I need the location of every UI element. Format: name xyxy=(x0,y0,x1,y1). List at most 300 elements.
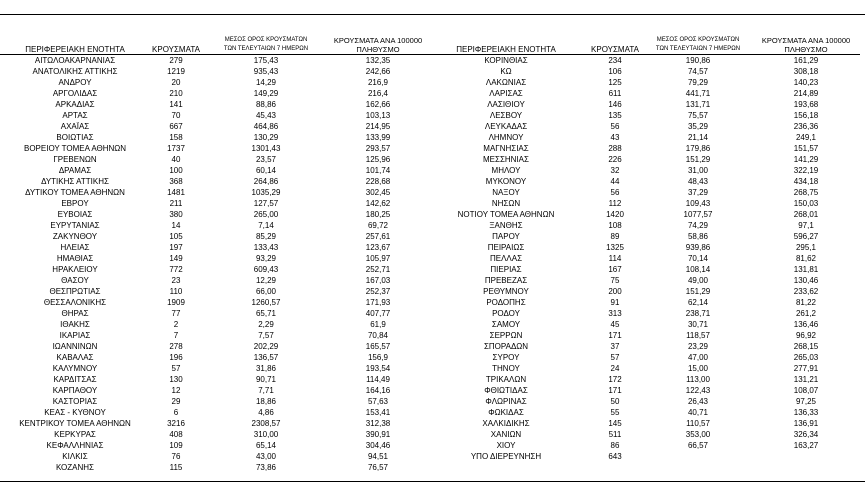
table-row xyxy=(0,385,860,396)
left-avg-cell: 65,14 xyxy=(255,441,277,450)
right-rate-cell: 295,1 xyxy=(795,243,817,252)
left-rate-cell: 302,45 xyxy=(365,188,391,197)
left-rate-cell: 69,72 xyxy=(367,221,389,230)
right-avg-cell: 31,00 xyxy=(687,166,709,175)
table-row xyxy=(0,176,860,187)
left-avg-cell: 464,86 xyxy=(253,122,279,131)
right-avg-cell: 131,71 xyxy=(685,100,711,109)
left-name-cell: ΑΝΑΤΟΛΙΚΗΣ ΑΤΤΙΚΗΣ xyxy=(32,67,118,76)
left-cases-cell: 380 xyxy=(169,210,183,219)
table-row xyxy=(0,55,860,67)
right-rate-cell: 214,89 xyxy=(793,89,819,98)
left-avg-cell: 2,29 xyxy=(258,320,274,329)
left-rate-cell: 171,93 xyxy=(365,298,391,307)
right-avg-cell: 108,14 xyxy=(685,265,711,274)
left-cases-cell: 278 xyxy=(169,342,183,351)
left-name-cell: ΚΙΛΚΙΣ xyxy=(62,452,88,461)
right-name-cell: ΛΕΥΚΑΔΑΣ xyxy=(484,122,528,131)
right-rate-cell: 268,01 xyxy=(793,210,819,219)
left-cases-cell: 279 xyxy=(169,56,183,65)
header-rate-right xyxy=(752,32,860,55)
left-avg-cell: 45,43 xyxy=(255,111,277,120)
left-cases-cell: 1219 xyxy=(167,67,185,76)
left-cases-cell: 149 xyxy=(169,254,183,263)
right-name-cell: ΤΗΝΟΥ xyxy=(492,364,520,373)
left-name-cell: ΕΒΡΟΥ xyxy=(61,199,89,208)
right-name-cell: ΠΙΕΡΙΑΣ xyxy=(490,265,522,274)
right-cases-cell: 89 xyxy=(610,232,620,241)
left-rate-cell: 101,74 xyxy=(365,166,391,175)
right-avg-cell: 151,29 xyxy=(685,155,711,164)
right-rate-cell: 131,81 xyxy=(793,265,819,274)
left-cases-cell: 196 xyxy=(169,353,183,362)
right-cases-cell: 125 xyxy=(608,78,622,87)
left-cases-cell: 12 xyxy=(171,386,181,395)
left-avg-cell: 1035,29 xyxy=(251,188,281,197)
table-row xyxy=(0,330,860,341)
right-cases-cell: 24 xyxy=(610,364,620,373)
right-rate-cell: 277,91 xyxy=(793,364,819,373)
left-rate-cell: 167,03 xyxy=(365,276,391,285)
header-avg-right xyxy=(644,32,752,55)
table-row xyxy=(0,154,860,165)
right-rate-cell: 268,15 xyxy=(793,342,819,351)
right-cases-cell: 108 xyxy=(608,221,622,230)
right-cases-cell: 226 xyxy=(608,155,622,164)
table-row xyxy=(0,99,860,110)
table-row xyxy=(0,88,860,99)
right-name-cell: ΧΑΝΙΩΝ xyxy=(490,430,522,439)
right-cases-cell: 57 xyxy=(610,353,620,362)
header-avg-line1: ΜΕΣΟΣ ΟΡΟΣ ΚΡΟΥΣΜΑΤΩΝ xyxy=(224,37,308,43)
right-rate-cell: 81,62 xyxy=(795,254,817,263)
right-avg-cell: 113,00 xyxy=(686,375,710,384)
left-cases-cell: 76 xyxy=(171,452,181,461)
left-name-cell: ΙΘΑΚΗΣ xyxy=(60,320,90,329)
left-cases-cell: 109 xyxy=(169,441,183,450)
right-cases-cell: 643 xyxy=(608,452,622,461)
left-rate-cell: 257,61 xyxy=(365,232,391,241)
left-name-cell: ΑΧΑΪΑΣ xyxy=(60,122,90,131)
left-rate-cell: 162,66 xyxy=(365,100,391,109)
left-name-cell: ΚΑΡΠΑΘΟΥ xyxy=(52,386,98,395)
left-rate-cell: 164,16 xyxy=(365,386,391,395)
right-avg-cell: 21,14 xyxy=(687,133,709,142)
right-cases-cell: 106 xyxy=(608,67,622,76)
left-name-cell: ΘΕΣΣΑΛΟΝΙΚΗΣ xyxy=(43,298,107,307)
right-name-cell: ΛΗΜΝΟΥ xyxy=(488,133,524,142)
left-cases-cell: 1909 xyxy=(167,298,185,307)
right-name-cell: ΣΑΜΟΥ xyxy=(491,320,521,329)
right-name-cell: ΜΕΣΣΗΝΙΑΣ xyxy=(483,155,529,164)
right-name-cell: ΦΘΙΩΤΙΔΑΣ xyxy=(484,386,528,395)
right-rate-cell: 161,29 xyxy=(793,56,819,65)
right-name-cell: ΛΑΚΩΝΙΑΣ xyxy=(485,78,527,87)
right-avg-cell: 353,00 xyxy=(685,430,711,439)
left-cases-cell: 1481 xyxy=(167,188,185,197)
left-cases-cell: 667 xyxy=(169,122,183,131)
right-cases-cell: 43 xyxy=(610,133,620,142)
header-avg-left xyxy=(202,32,330,55)
table-row xyxy=(0,286,860,297)
left-name-cell: ΒΟΙΩΤΙΑΣ xyxy=(56,133,94,142)
left-rate-cell: 105,97 xyxy=(365,254,391,263)
header-rate-left xyxy=(330,32,426,55)
left-rate-cell: 216,9 xyxy=(367,78,389,87)
right-name-cell: ΝΗΣΩΝ xyxy=(491,199,521,208)
right-name-cell: ΛΕΣΒΟΥ xyxy=(489,111,523,120)
left-avg-cell: 264,86 xyxy=(253,177,279,186)
table-row xyxy=(0,231,860,242)
right-cases-cell: 112 xyxy=(608,199,622,208)
left-avg-cell: 310,00 xyxy=(253,430,279,439)
left-name-cell: ΖΑΚΥΝΘΟΥ xyxy=(52,232,98,241)
left-name-cell: ΑΡΓΟΛΙΔΑΣ xyxy=(52,89,98,98)
left-cases-cell: 158 xyxy=(169,133,183,142)
right-rate-cell: 81,22 xyxy=(795,298,817,307)
right-rate-cell: 249,1 xyxy=(795,133,817,142)
left-cases-cell: 100 xyxy=(169,166,183,175)
right-rate-cell: 97,25 xyxy=(795,397,817,406)
top-border xyxy=(0,14,865,15)
left-cases-cell: 70 xyxy=(171,111,181,120)
right-name-cell: ΤΡΙΚΑΛΩΝ xyxy=(485,375,527,384)
right-name-cell: ΣΠΟΡΑΔΩΝ xyxy=(483,342,529,351)
right-cases-cell: 171 xyxy=(608,386,622,395)
left-rate-cell: 57,63 xyxy=(367,397,389,406)
left-avg-cell: 1260,57 xyxy=(251,298,281,307)
right-cases-cell: 45 xyxy=(610,320,620,329)
right-cases-cell: 32 xyxy=(610,166,620,175)
left-avg-cell: 73,86 xyxy=(255,463,277,472)
left-name-cell: ΔΡΑΜΑΣ xyxy=(58,166,92,175)
table-row xyxy=(0,429,860,440)
left-avg-cell: 609,43 xyxy=(253,265,279,274)
left-avg-cell: 14,29 xyxy=(255,78,277,87)
right-name-cell: ΥΠΟ ΔΙΕΡΕΥΝΗΣΗ xyxy=(470,452,542,461)
right-avg-cell: 15,00 xyxy=(687,364,709,373)
right-avg-cell: 74,57 xyxy=(687,67,709,76)
right-avg-cell: 66,57 xyxy=(687,441,709,450)
right-name-cell: ΛΑΡΙΣΑΣ xyxy=(489,89,523,98)
right-avg-cell: 48,43 xyxy=(687,177,709,186)
left-rate-cell: 103,13 xyxy=(365,111,391,120)
right-cases-cell: 611 xyxy=(608,89,622,98)
right-avg-cell: 110,57 xyxy=(686,419,710,428)
header-cases-right: ΚΡΟΥΣΜΑΤΑ xyxy=(591,45,639,54)
right-cases-cell: 86 xyxy=(610,441,620,450)
left-name-cell: ΕΥΒΟΙΑΣ xyxy=(57,210,93,219)
right-rate-cell: 156,18 xyxy=(793,111,819,120)
right-avg-cell: 109,43 xyxy=(685,199,711,208)
right-name-cell: ΧΙΟΥ xyxy=(496,441,516,450)
table-row xyxy=(0,165,860,176)
table-body xyxy=(0,55,860,474)
right-rate-cell: 434,18 xyxy=(793,177,819,186)
left-avg-cell: 65,71 xyxy=(255,309,277,318)
left-cases-cell: 23 xyxy=(171,276,181,285)
right-name-cell: ΡΟΔΟΠΗΣ xyxy=(486,298,526,307)
header-rate-line2: ΠΛΗΘΥΣΜΟ xyxy=(356,45,400,54)
left-cases-cell: 211 xyxy=(169,199,183,208)
left-rate-cell: 70,84 xyxy=(367,331,389,340)
right-avg-cell: 30,71 xyxy=(687,320,709,329)
left-cases-cell: 115 xyxy=(169,463,183,472)
right-rate-cell xyxy=(752,451,860,462)
left-avg-cell: 7,14 xyxy=(258,221,274,230)
left-rate-cell: 304,46 xyxy=(365,441,391,450)
right-avg-cell: 151,29 xyxy=(685,287,711,296)
header-avg-line2: ΤΩΝ ΤΕΛΕΥΤΑΙΩΝ 7 ΗΜΕΡΩΝ xyxy=(655,46,741,52)
table-row xyxy=(0,363,860,374)
right-rate-cell: 141,29 xyxy=(793,155,819,164)
right-rate-cell: 150,03 xyxy=(793,199,819,208)
left-avg-cell: 202,29 xyxy=(253,342,279,351)
header-region-left: ΠΕΡΙΦΕΡΕΙΑΚΗ ΕΝΟΤΗΤΑ xyxy=(25,45,125,54)
right-rate-cell: 136,91 xyxy=(793,419,819,428)
right-name-cell: ΚΟΡΙΝΘΙΑΣ xyxy=(484,56,528,65)
right-name-cell: ΚΩ xyxy=(500,67,512,76)
right-rate-cell: 97,1 xyxy=(798,221,814,230)
left-name-cell: ΑΡΤΑΣ xyxy=(62,111,88,120)
right-avg-cell: 40,71 xyxy=(687,408,709,417)
right-rate-cell: 268,75 xyxy=(793,188,819,197)
right-cases-cell: 55 xyxy=(610,408,620,417)
header-avg-line2: ΤΩΝ ΤΕΛΕΥΤΑΙΩΝ 7 ΗΜΕΡΩΝ xyxy=(223,46,309,52)
right-cases-cell: 171 xyxy=(608,331,622,340)
right-cases-cell: 145 xyxy=(608,419,622,428)
right-cases-cell: 135 xyxy=(608,111,622,120)
left-name-cell: ΚΑΡΔΙΤΣΑΣ xyxy=(53,375,97,384)
left-rate-cell: 123,67 xyxy=(365,243,391,252)
left-name-cell: ΗΡΑΚΛΕΙΟΥ xyxy=(52,265,98,274)
left-avg-cell: 935,43 xyxy=(253,67,279,76)
left-avg-cell: 31,86 xyxy=(255,364,277,373)
left-rate-cell: 242,66 xyxy=(365,67,391,76)
left-name-cell: ΔΥΤΙΚΗΣ ΑΤΤΙΚΗΣ xyxy=(41,177,109,186)
left-avg-cell: 7,71 xyxy=(258,386,274,395)
left-cases-cell: 105 xyxy=(169,232,183,241)
left-name-cell: ΚΟΖΑΝΗΣ xyxy=(55,463,95,472)
right-rate-cell xyxy=(752,462,860,473)
left-avg-cell: 130,29 xyxy=(253,133,279,142)
right-avg-cell: 62,14 xyxy=(687,298,709,307)
right-name-cell: ΠΕΛΛΑΣ xyxy=(489,254,523,263)
regional-cases-table xyxy=(0,32,860,473)
left-avg-cell: 1301,43 xyxy=(251,144,281,153)
left-cases-cell: 77 xyxy=(171,309,181,318)
table-row xyxy=(0,77,860,88)
right-name-cell: ΡΕΘΥΜΝΟΥ xyxy=(483,287,529,296)
left-avg-cell: 175,43 xyxy=(253,56,279,65)
left-avg-cell: 60,14 xyxy=(255,166,277,175)
right-rate-cell: 326,34 xyxy=(793,430,819,439)
right-name-cell: ΜΑΓΝΗΣΙΑΣ xyxy=(483,144,529,153)
left-name-cell: ΑΙΤΩΛΟΑΚΑΡΝΑΝΙΑΣ xyxy=(34,56,116,65)
left-rate-cell: 156,9 xyxy=(367,353,389,362)
left-cases-cell: 20 xyxy=(171,78,181,87)
left-name-cell: ΗΜΑΘΙΑΣ xyxy=(56,254,94,263)
left-avg-cell: 7,57 xyxy=(258,331,274,340)
left-cases-cell: 408 xyxy=(169,430,183,439)
table-row xyxy=(0,396,860,407)
left-name-cell: ΙΚΑΡΙΑΣ xyxy=(59,331,91,340)
right-cases-cell: 1325 xyxy=(606,243,624,252)
left-rate-cell: 125,96 xyxy=(365,155,391,164)
left-avg-cell: 88,86 xyxy=(255,100,277,109)
left-name-cell: ΒΟΡΕΙΟΥ ΤΟΜΕΑ ΑΘΗΝΩΝ xyxy=(23,144,127,153)
table-row xyxy=(0,374,860,385)
right-cases-cell: 50 xyxy=(610,397,620,406)
left-cases-cell: 110 xyxy=(169,287,183,296)
right-name-cell: ΣΕΡΡΩΝ xyxy=(489,331,523,340)
header-rate-line1: ΚΡΟΥΣΜΑΤΑ ΑΝΑ 100000 xyxy=(333,36,423,45)
right-cases-cell: 114 xyxy=(608,254,622,263)
right-cases-cell: 234 xyxy=(608,56,622,65)
right-cases-cell: 1420 xyxy=(606,210,624,219)
left-cases-cell: 368 xyxy=(169,177,183,186)
left-avg-cell: 127,57 xyxy=(253,199,279,208)
table-row xyxy=(0,187,860,198)
left-cases-cell: 14 xyxy=(171,221,181,230)
right-rate-cell: 136,46 xyxy=(793,320,819,329)
right-avg-cell: 26,43 xyxy=(687,397,709,406)
left-cases-cell: 29 xyxy=(171,397,181,406)
table-row xyxy=(0,462,860,473)
right-name-cell: ΝΑΞΟΥ xyxy=(492,188,520,197)
left-name-cell: ΚΑΛΥΜΝΟΥ xyxy=(52,364,98,373)
bottom-border xyxy=(0,481,865,482)
right-rate-cell: 131,21 xyxy=(793,375,819,384)
right-rate-cell: 233,62 xyxy=(793,287,819,296)
right-name-cell: ΝΟΤΙΟΥ ΤΟΜΕΑ ΑΘΗΝΩΝ xyxy=(457,210,555,219)
left-cases-cell: 3216 xyxy=(167,419,185,428)
right-avg-cell: 118,57 xyxy=(686,331,710,340)
left-name-cell: ΘΑΣΟΥ xyxy=(61,276,89,285)
table-row xyxy=(0,264,860,275)
right-rate-cell: 163,27 xyxy=(793,441,819,450)
table-row xyxy=(0,440,860,451)
left-rate-cell: 252,37 xyxy=(365,287,391,296)
left-name-cell: ΘΗΡΑΣ xyxy=(61,309,89,318)
right-rate-cell: 140,23 xyxy=(793,78,819,87)
right-avg-cell: 79,29 xyxy=(687,78,709,87)
left-cases-cell: 6 xyxy=(173,408,179,417)
table-row xyxy=(0,352,860,363)
left-cases-cell: 130 xyxy=(169,375,183,384)
table-row xyxy=(0,220,860,231)
table-row xyxy=(0,308,860,319)
left-rate-cell: 216,4 xyxy=(367,89,389,98)
left-rate-cell: 142,62 xyxy=(365,199,391,208)
left-name-cell: ΔΥΤΙΚΟΥ ΤΟΜΕΑ ΑΘΗΝΩΝ xyxy=(25,188,125,197)
right-rate-cell: 265,03 xyxy=(793,353,819,362)
left-rate-cell: 312,38 xyxy=(365,419,391,428)
right-rate-cell: 130,46 xyxy=(793,276,819,285)
table-row xyxy=(0,132,860,143)
right-rate-cell: 96,92 xyxy=(795,331,817,340)
left-rate-cell: 252,71 xyxy=(365,265,391,274)
right-avg-cell: 122,43 xyxy=(685,386,711,395)
left-cases-cell: 7 xyxy=(173,331,179,340)
left-avg-cell: 136,57 xyxy=(253,353,279,362)
table-row xyxy=(0,110,860,121)
left-rate-cell: 133,99 xyxy=(365,133,391,142)
table-row xyxy=(0,198,860,209)
left-rate-cell: 61,9 xyxy=(370,320,386,329)
left-rate-cell: 293,57 xyxy=(365,144,391,153)
right-avg-cell: 47,00 xyxy=(687,353,709,362)
right-cases-cell: 288 xyxy=(608,144,622,153)
table-row xyxy=(0,143,860,154)
left-rate-cell: 76,57 xyxy=(367,463,389,472)
left-avg-cell: 18,86 xyxy=(255,397,277,406)
left-avg-cell: 265,00 xyxy=(253,210,279,219)
right-name-cell xyxy=(426,462,586,473)
left-rate-cell: 180,25 xyxy=(365,210,391,219)
left-name-cell: ΓΡΕΒΕΝΩΝ xyxy=(53,155,97,164)
left-name-cell: ΗΛΕΙΑΣ xyxy=(60,243,90,252)
left-cases-cell: 2 xyxy=(173,320,179,329)
right-cases-cell: 37 xyxy=(610,342,620,351)
table-row xyxy=(0,209,860,220)
right-avg-cell: 939,86 xyxy=(685,243,711,252)
left-cases-cell: 210 xyxy=(169,89,183,98)
header-rate-line2: ΠΛΗΘΥΣΜΟ xyxy=(784,45,828,54)
left-avg-cell: 93,29 xyxy=(255,254,277,263)
left-avg-cell: 2308,57 xyxy=(251,419,281,428)
table-row xyxy=(0,451,860,462)
left-avg-cell: 85,29 xyxy=(255,232,277,241)
left-rate-cell: 390,91 xyxy=(365,430,391,439)
right-avg-cell: 238,71 xyxy=(685,309,711,318)
right-avg-cell: 37,29 xyxy=(687,188,709,197)
right-name-cell: ΛΑΣΙΘΙΟΥ xyxy=(487,100,525,109)
right-avg-cell: 1077,57 xyxy=(683,210,713,219)
left-avg-cell: 43,00 xyxy=(255,452,277,461)
left-cases-cell: 57 xyxy=(171,364,181,373)
header-rate-line1: ΚΡΟΥΣΜΑΤΑ ΑΝΑ 100000 xyxy=(761,36,851,45)
right-avg-cell: 70,14 xyxy=(687,254,709,263)
left-name-cell: ΕΥΡΥΤΑΝΙΑΣ xyxy=(50,221,100,230)
left-cases-cell: 772 xyxy=(169,265,183,274)
left-name-cell: ΙΩΑΝΝΙΝΩΝ xyxy=(52,342,98,351)
left-name-cell: ΑΡΚΑΔΙΑΣ xyxy=(55,100,95,109)
left-rate-cell: 228,68 xyxy=(365,177,391,186)
right-name-cell: ΞΑΝΘΗΣ xyxy=(489,221,523,230)
right-rate-cell: 136,33 xyxy=(793,408,819,417)
right-avg-cell: 58,86 xyxy=(687,232,709,241)
left-cases-cell: 40 xyxy=(171,155,181,164)
right-cases-cell: 313 xyxy=(608,309,622,318)
left-rate-cell: 114,49 xyxy=(366,375,390,384)
table-row xyxy=(0,407,860,418)
right-name-cell: ΦΛΩΡΙΝΑΣ xyxy=(485,397,527,406)
left-avg-cell: 149,29 xyxy=(253,89,279,98)
right-avg-cell: 190,86 xyxy=(685,56,711,65)
right-cases-cell: 56 xyxy=(610,122,620,131)
table-row xyxy=(0,341,860,352)
right-rate-cell: 308,18 xyxy=(793,67,819,76)
right-rate-cell: 151,57 xyxy=(793,144,819,153)
left-name-cell: ΚΑΣΤΟΡΙΑΣ xyxy=(52,397,98,406)
right-cases-cell: 511 xyxy=(608,430,622,439)
left-rate-cell: 214,95 xyxy=(365,122,391,131)
left-name-cell: ΑΝΔΡΟΥ xyxy=(58,78,92,87)
left-name-cell: ΘΕΣΠΡΩΤΙΑΣ xyxy=(49,287,101,296)
left-rate-cell: 407,77 xyxy=(365,309,391,318)
table-row xyxy=(0,297,860,308)
